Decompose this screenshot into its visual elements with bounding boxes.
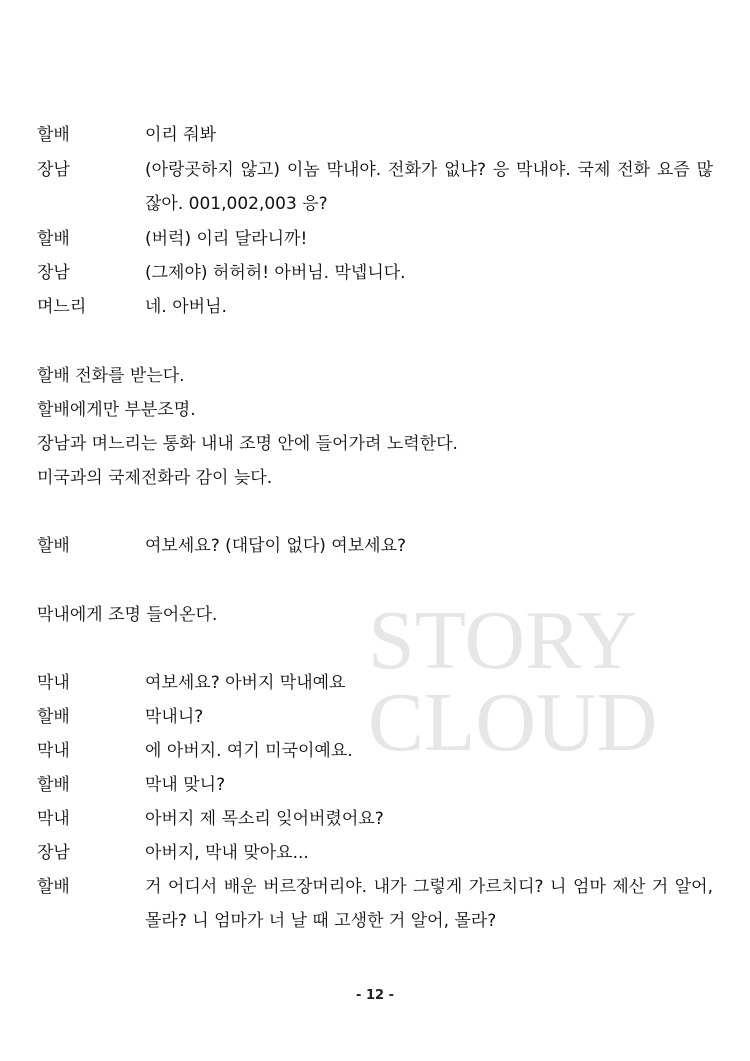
- speaker-name: 할배: [37, 877, 70, 897]
- dialogue-text: 여보세요? (대답이 없다) 여보세요?: [145, 536, 407, 556]
- dialogue-text: 이리 줘봐: [145, 125, 217, 145]
- page-number: - 12 -: [356, 988, 394, 1003]
- dialogue-text: (아랑곳하지 않고) 이놈 막내야. 전화가 없냐? 응 막내야. 국제 전화 요즘 많잖아. 001,002,003 응?: [145, 160, 713, 214]
- dialogue-text: 거 어디서 배운 버르장머리야. 내가 그렇게 가르치디? 니 엄마 제산 거 알어, 몰라? 니 엄마가 너 날 때 고생한 거 알어, 몰라?: [145, 877, 713, 931]
- dialogue-text: 에 아버지. 여기 미국이예요.: [145, 741, 353, 761]
- speaker-name: 할배: [37, 229, 70, 249]
- stage-direction: 막내에게 조명 들어온다.: [37, 605, 218, 625]
- speaker-name: 막내: [37, 809, 70, 829]
- stage-direction: 장남과 며느리는 통화 내내 조명 안에 들어가려 노력한다.: [37, 434, 458, 454]
- speaker-name: 장남: [37, 160, 70, 180]
- dialogue-text: 막내 맞니?: [145, 775, 226, 795]
- speaker-name: 막내: [37, 673, 70, 693]
- speaker-name: 막내: [37, 741, 70, 761]
- dialogue-text: 네. 아버님.: [145, 297, 227, 317]
- stage-direction: 할배에게만 부분조명.: [37, 400, 196, 420]
- dialogue-text: 아버지 제 목소리 잊어버렸어요?: [145, 809, 384, 829]
- watermark-line-cloud: CLOUD: [368, 676, 658, 769]
- speaker-name: 할배: [37, 707, 70, 727]
- stage-direction: 미국과의 국제전화라 감이 늦다.: [37, 468, 273, 488]
- dialogue-text: (그제야) 허허허! 아버님. 막넵니다.: [145, 263, 406, 283]
- speaker-name: 장남: [37, 263, 70, 283]
- dialogue-text: (버럭) 이리 달라니까!: [145, 229, 308, 249]
- dialogue-text: 아버지, 막내 맞아요...: [145, 843, 309, 863]
- dialogue-text: 막내니?: [145, 707, 204, 727]
- speaker-name: 할배: [37, 125, 70, 145]
- speaker-name: 할배: [37, 775, 70, 795]
- speaker-name: 장남: [37, 843, 70, 863]
- speaker-name: 할배: [37, 536, 70, 556]
- watermark-line-story: STORY: [368, 594, 638, 687]
- speaker-name: 며느리: [37, 297, 87, 317]
- stage-direction: 할배 전화를 받는다.: [37, 366, 185, 386]
- dialogue-text: 여보세요? 아버지 막내예요: [145, 673, 346, 693]
